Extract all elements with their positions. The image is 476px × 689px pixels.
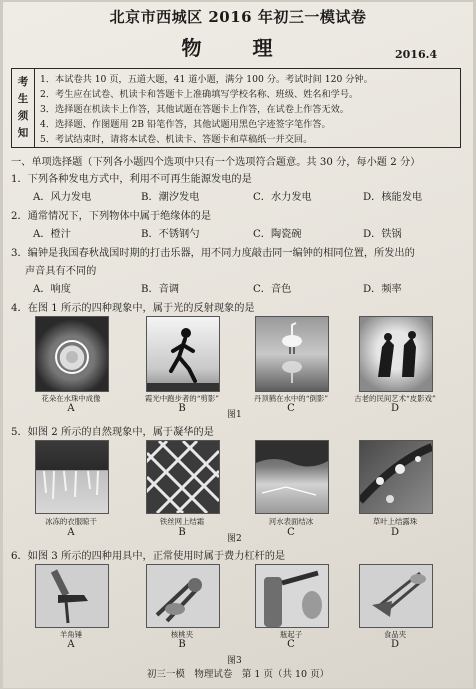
figure-3-label: 图3 [227, 656, 242, 666]
photo-runner-silhouette [146, 316, 220, 392]
question-2-stem: 2．通常情况下，下列物体中属于绝缘体的是 [11, 211, 212, 222]
page-footer: 初三一模 物理试卷 第 1 页（共 10 页） [146, 669, 330, 680]
exam-page [3, 2, 473, 688]
q6-letter-a: A [67, 639, 75, 650]
question-6-stem: 6．如图 3 所示的四种用具中，正常使用时属于费力杠杆的是 [11, 551, 286, 562]
q5-caption-c: 河水表面结冰 [268, 517, 314, 526]
photo-shadow-puppet [359, 316, 433, 392]
subject-title: 物 理 [181, 36, 295, 60]
q3-option-c: C．音色 [253, 284, 292, 295]
photo-nutcracker [146, 564, 220, 628]
q6-caption-c: 瓶起子 [279, 630, 303, 639]
question-1-stem: 1．下列各种发电方式中，利用不可再生能源发电的是 [11, 174, 252, 185]
q2-option-c: C．陶瓷碗 [253, 229, 302, 240]
q5-letter-b: B [178, 527, 186, 538]
q1-option-d: D．核能发电 [363, 192, 423, 203]
q5-caption-d: 草叶上结露珠 [372, 517, 418, 526]
q5-letter-c: C [287, 527, 295, 538]
q1-option-b: B．潮汐发电 [141, 192, 200, 203]
q4-caption-c: 丹顶鹤在水中的“倒影” [253, 394, 329, 403]
q6-letter-c: C [287, 639, 295, 650]
photo-dew-on-leaf [359, 440, 433, 514]
q4-caption-b: 霞光中跑步者的“剪影” [144, 394, 220, 403]
q5-letter-a: A [67, 527, 75, 538]
notice-label [12, 69, 35, 147]
q3-option-b: B．音调 [141, 284, 180, 295]
photo-frozen-clothes [35, 440, 109, 514]
photo-claw-hammer [35, 564, 109, 628]
q4-letter-d: D [390, 403, 400, 414]
q4-caption-a: 花朵在水珠中成像 [41, 394, 101, 403]
q4-letter-a: A [67, 403, 75, 414]
photo-water-droplet-flower [35, 316, 109, 392]
notice-item: 2．考生应在试卷、机读卡和答题卡上准确填写学校名称、班级、姓名和学号。 [40, 89, 359, 100]
q2-option-b: B．不锈钢勺 [141, 229, 200, 240]
notice-label-char: 知 [17, 127, 29, 139]
photo-crane-reflection [255, 316, 329, 392]
q6-letter-b: B [178, 639, 186, 650]
notice-label-char: 生 [17, 93, 29, 105]
question-4-stem: 4．在图 1 所示的四种现象中，属于光的反射现象的是 [11, 303, 255, 314]
section-heading: 一、单项选择题（下列各小题四个选项中只有一个选项符合题意。共 30 分，每小题 2 分） [11, 157, 421, 168]
q6-letter-d: D [390, 639, 400, 650]
q6-caption-b: 核桃夹 [170, 630, 194, 639]
notice-item: 3．选择题在机读卡上作答，其他试题在答题卡上作答，在试卷上作答无效。 [40, 104, 350, 115]
photo-bottle-opener [255, 564, 329, 628]
q2-option-d: D．铁锅 [363, 229, 402, 240]
notice-label-char: 考 [17, 76, 29, 88]
q1-option-c: C．水力发电 [253, 192, 312, 203]
question-3-stem-cont: 声音具有不同的 [25, 266, 97, 277]
question-3-stem: 3．编钟是我国春秋战国时期的打击乐器，用不同力度敲击同一编钟的相同位置，所发出的 [11, 248, 415, 259]
photo-frost-on-wire-mesh [146, 440, 220, 514]
q5-letter-d: D [390, 527, 400, 538]
question-5-stem: 5．如图 2 所示的自然现象中，属于凝华的是 [11, 427, 214, 438]
figure-1-label: 图1 [227, 410, 242, 420]
q4-letter-b: B [178, 403, 186, 414]
exam-date: 2016.4 [395, 48, 438, 61]
q4-letter-c: C [287, 403, 295, 414]
notice-item: 4．选择题、作图题用 2B 铅笔作答，其他试题用黑色字迹签字笔作答。 [40, 119, 331, 130]
figure-2-label: 图2 [227, 534, 242, 544]
q3-option-d: D．频率 [363, 284, 402, 295]
q6-caption-a: 羊角锤 [59, 630, 83, 639]
q6-caption-d: 食品夹 [383, 630, 407, 639]
q4-caption-d: 古老的民间艺术“皮影戏” [354, 394, 436, 403]
q5-caption-b: 铁丝网上结霜 [159, 517, 205, 526]
notice-label-char: 须 [17, 110, 29, 122]
photo-food-tongs [359, 564, 433, 628]
notice-item: 1．本试卷共 10 页，五道大题，41 道小题，满分 100 分。考试时间 120 分钟。 [40, 74, 373, 85]
q1-option-a: A．风力发电 [33, 192, 92, 203]
candidate-notice-box [11, 68, 461, 148]
photo-river-ice [255, 440, 329, 514]
notice-item: 5．考试结束时，请将本试卷、机读卡、答题卡和草稿纸一并交回。 [40, 134, 313, 145]
q2-option-a: A．橙汁 [33, 229, 71, 240]
q3-option-a: A．响度 [33, 284, 71, 295]
exam-title: 北京市西城区 2016 年初三一模试卷 [109, 8, 367, 26]
q5-caption-a: 冰冻的衣服晾干 [45, 517, 97, 526]
